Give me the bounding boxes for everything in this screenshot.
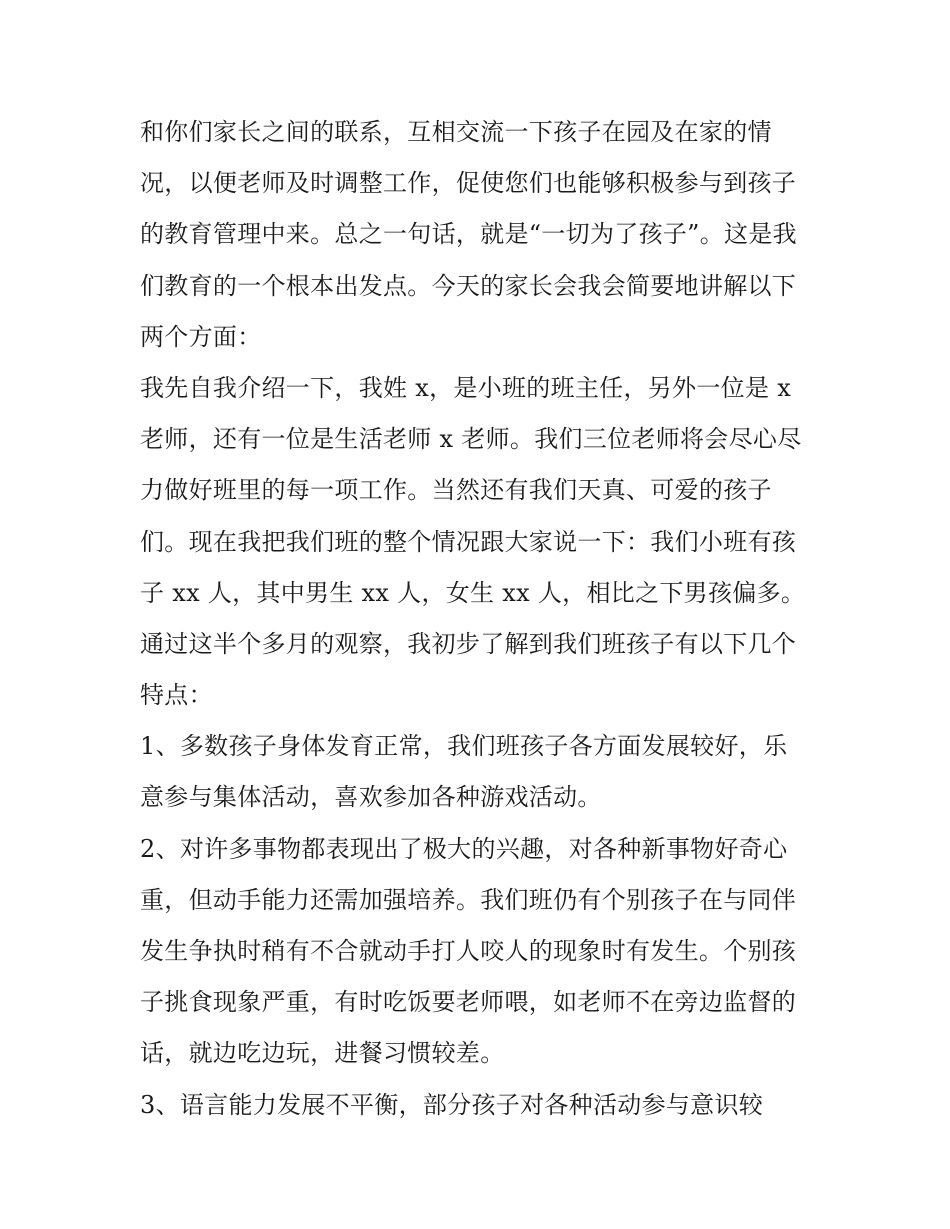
text-line: 力做好班里的每一项工作。当然还有我们天真、可爱的孩子 (140, 476, 772, 505)
text-line: 3、语言能力发展不平衡，部分孩子对各种活动参与意识较 (140, 1090, 764, 1119)
text-line: 子挑食现象严重，有时吃饭要老师喂，如老师不在旁边监督的 (140, 988, 797, 1017)
text-line: 两个方面： (140, 322, 262, 351)
text-line: 意参与集体活动，喜欢参加各种游戏活动。 (140, 783, 602, 812)
text-line: 特点： (140, 681, 213, 710)
document-body (140, 107, 820, 1131)
text-line: 1、多数孩子身体发育正常，我们班孩子各方面发展较好，乐 (140, 732, 788, 761)
text-line: 和你们家长之间的联系，互相交流一下孩子在园及在家的情 (140, 118, 772, 146)
text-line: 重，但动手能力还需加强培养。我们班仍有个别孩子在与同伴 (140, 885, 797, 914)
text-line: 发生争执时稍有不合就动手打人咬人的现象时有发生。个别孩 (140, 937, 797, 965)
text-line: 通过这半个多月的观察，我初步了解到我们班孩子有以下几个 (140, 629, 797, 658)
text-line: 们。现在我把我们班的整个情况跟大家说一下：我们小班有孩 (140, 527, 797, 556)
text-line: 况，以便老师及时调整工作，促使您们也能够积极参与到孩子 (140, 169, 797, 198)
text-line: 们教育的一个根本出发点。今天的家长会我会简要地讲解以下 (140, 271, 797, 300)
text-line: 话，就边吃边玩，进餐习惯较差。 (140, 1039, 505, 1068)
text-line: 的教育管理中来。总之一句话，就是“一切为了孩子”。这是我 (140, 220, 797, 249)
text-line: 2、对许多事物都表现出了极大的兴趣，对各种新事物好奇心 (140, 834, 788, 863)
text-line: 子 xx 人，其中男生 xx 人，女生 xx 人，相比之下男孩偏多。 (140, 578, 806, 607)
text-line: 老师，还有一位是生活老师 x 老师。我们三位老师将会尽心尽 (140, 425, 802, 454)
text-line: 我先自我介绍一下，我姓 x，是小班的班主任，另外一位是 x (140, 373, 792, 402)
